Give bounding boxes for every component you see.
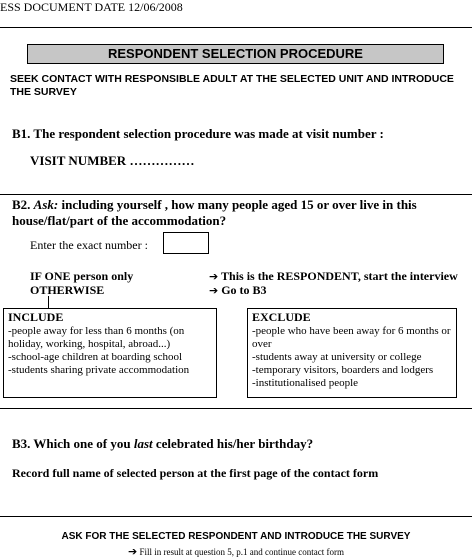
list-item: -school-age children at boarding school <box>8 351 183 363</box>
intro-instruction: SEEK CONTACT WITH RESPONSIBLE ADULT AT THE SELECTED UNIT AND INTRODUCE THE SURVEY <box>10 73 454 98</box>
rule-otherwise-condition: OTHERWISE <box>30 283 105 297</box>
question-b1: B1. The respondent selection procedure was made at visit number : <box>12 126 384 141</box>
question-b3 <box>12 436 313 452</box>
section-divider <box>0 516 472 517</box>
list-item: -students away at university or college <box>252 351 422 363</box>
footer-instruction: ASK FOR THE SELECTED RESPONDENT AND INTRODUCE THE SURVEY <box>61 531 411 542</box>
include-box <box>3 308 217 398</box>
question-b2-number: B2. <box>12 197 31 212</box>
question-b3-suffix: celebrated his/her birthday? <box>152 436 314 451</box>
exclude-box <box>247 308 457 398</box>
list-item: -people away for less than 6 months (on holiday, working, hospital, abroad...) <box>8 325 185 350</box>
arrow-right-icon: ➔ <box>128 545 138 558</box>
include-header: INCLUDE <box>8 310 64 324</box>
section-divider <box>0 408 472 409</box>
footer-note-text: Fill in result at question 5, p.1 and continue contact form <box>139 547 344 557</box>
exact-number-input[interactable] <box>163 232 209 254</box>
arrow-right-icon: ➔ <box>209 284 219 297</box>
section-divider <box>0 27 472 28</box>
connector-line <box>48 296 49 308</box>
exact-number-label: Enter the exact number : <box>30 238 148 252</box>
exclude-header: EXCLUDE <box>252 310 311 324</box>
rule-one-person-result <box>209 269 458 284</box>
page-title: RESPONDENT SELECTION PROCEDURE <box>27 44 444 64</box>
section-divider <box>0 194 472 195</box>
list-item: -institutionalised people <box>252 377 359 389</box>
list-item: -people who have been away for 6 months or over <box>252 325 451 350</box>
rule-otherwise-result <box>209 283 267 298</box>
record-instruction: Record full name of selected person at the first page of the contact form <box>12 466 379 480</box>
list-item: -students sharing private accommodation <box>8 364 190 376</box>
question-b2 <box>12 197 462 229</box>
visit-number-field[interactable]: VISIT NUMBER …………… <box>30 153 195 168</box>
list-item: -temporary visitors, boarders and lodgers <box>252 364 434 376</box>
rule-otherwise-result-text: Go to B3 <box>221 283 267 297</box>
rule-one-person-result-text: This is the RESPONDENT, start the interview <box>221 269 458 283</box>
question-b3-prefix: B3. Which one of you <box>12 436 134 451</box>
document-date: ESS DOCUMENT DATE 12/06/2008 <box>0 0 183 14</box>
question-b2-text: including yourself , how many people aged 15 or over live in this house/flat/part of the accommodation? <box>12 197 417 228</box>
arrow-right-icon: ➔ <box>209 270 219 283</box>
footer-note <box>0 545 472 558</box>
question-b3-emphasis: last <box>133 436 153 451</box>
rule-one-person-condition: IF ONE person only <box>30 269 134 283</box>
ask-label: Ask: <box>33 197 59 212</box>
